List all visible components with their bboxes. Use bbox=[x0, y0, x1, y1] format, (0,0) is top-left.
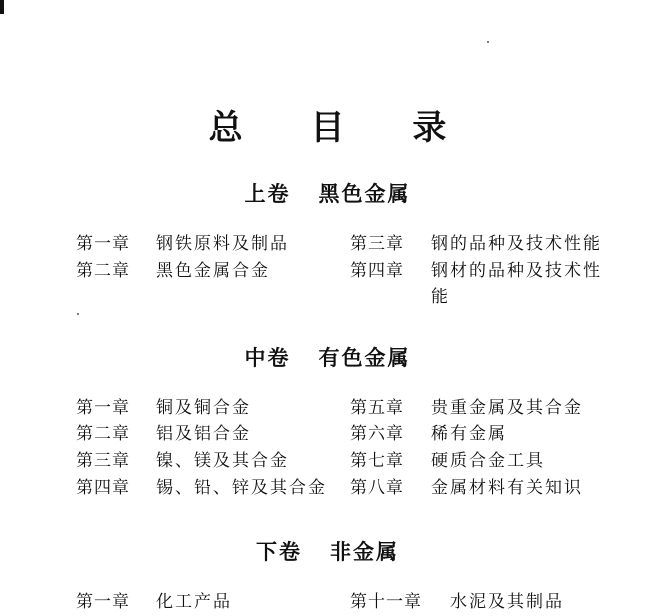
chapter-title: 镍、镁及其合金 bbox=[156, 451, 289, 471]
chapter-title: 锡、铅、锌及其合金 bbox=[156, 478, 327, 498]
chapter-number: 第三章 bbox=[350, 234, 404, 254]
page-title: 总 目 录 bbox=[208, 108, 475, 148]
volume-label: 下卷 bbox=[256, 540, 302, 564]
chapter-number: 第七章 bbox=[350, 451, 404, 471]
volume-name: 黑色金属 bbox=[318, 182, 411, 206]
chapter-number: 第四章 bbox=[350, 261, 404, 281]
chapter-title: 水泥及其制品 bbox=[450, 592, 564, 612]
chapter-number: 第六章 bbox=[350, 424, 404, 444]
volume-label: 中卷 bbox=[244, 346, 291, 370]
chapter-number: 第十一章 bbox=[350, 592, 422, 612]
chapter-number: 第四章 bbox=[76, 478, 130, 498]
chapter-title: 黑色金属合金 bbox=[156, 261, 270, 281]
volume-label: 上卷 bbox=[244, 182, 291, 206]
chapter-title: 钢的品种及技术性能 bbox=[431, 234, 602, 254]
chapter-number: 第一章 bbox=[76, 234, 130, 254]
chapter-title: 硬质合金工具 bbox=[431, 451, 545, 471]
chapter-title: 稀有金属 bbox=[431, 424, 507, 444]
chapter-title: 铜及铜合金 bbox=[156, 398, 251, 418]
volume-name: 非金属 bbox=[330, 540, 399, 564]
volume-heading-upper bbox=[0, 178, 655, 208]
chapter-number: 第二章 bbox=[76, 261, 130, 281]
chapter-number: 第五章 bbox=[350, 398, 404, 418]
scan-speck bbox=[487, 41, 489, 43]
volume-name: 有色金属 bbox=[318, 346, 411, 370]
scan-speck bbox=[77, 313, 79, 315]
chapter-number: 第三章 bbox=[76, 451, 130, 471]
chapter-title: 化工产品 bbox=[156, 592, 232, 612]
chapter-title: 金属材料有关知识 bbox=[431, 478, 583, 498]
volume-heading-middle bbox=[0, 342, 655, 372]
chapter-title: 贵重金属及其合金 bbox=[431, 398, 583, 418]
chapter-title: 钢铁原料及制品 bbox=[156, 234, 289, 254]
chapter-number: 第一章 bbox=[76, 398, 130, 418]
chapter-number: 第八章 bbox=[350, 478, 404, 498]
chapter-title: 铝及铝合金 bbox=[156, 424, 251, 444]
chapter-number: 第一章 bbox=[76, 592, 130, 612]
volume-heading-lower bbox=[0, 536, 655, 566]
page-corner-mark bbox=[0, 0, 4, 14]
chapter-title: 钢材的品种及技术性能 bbox=[431, 261, 602, 307]
chapter-number: 第二章 bbox=[76, 424, 130, 444]
